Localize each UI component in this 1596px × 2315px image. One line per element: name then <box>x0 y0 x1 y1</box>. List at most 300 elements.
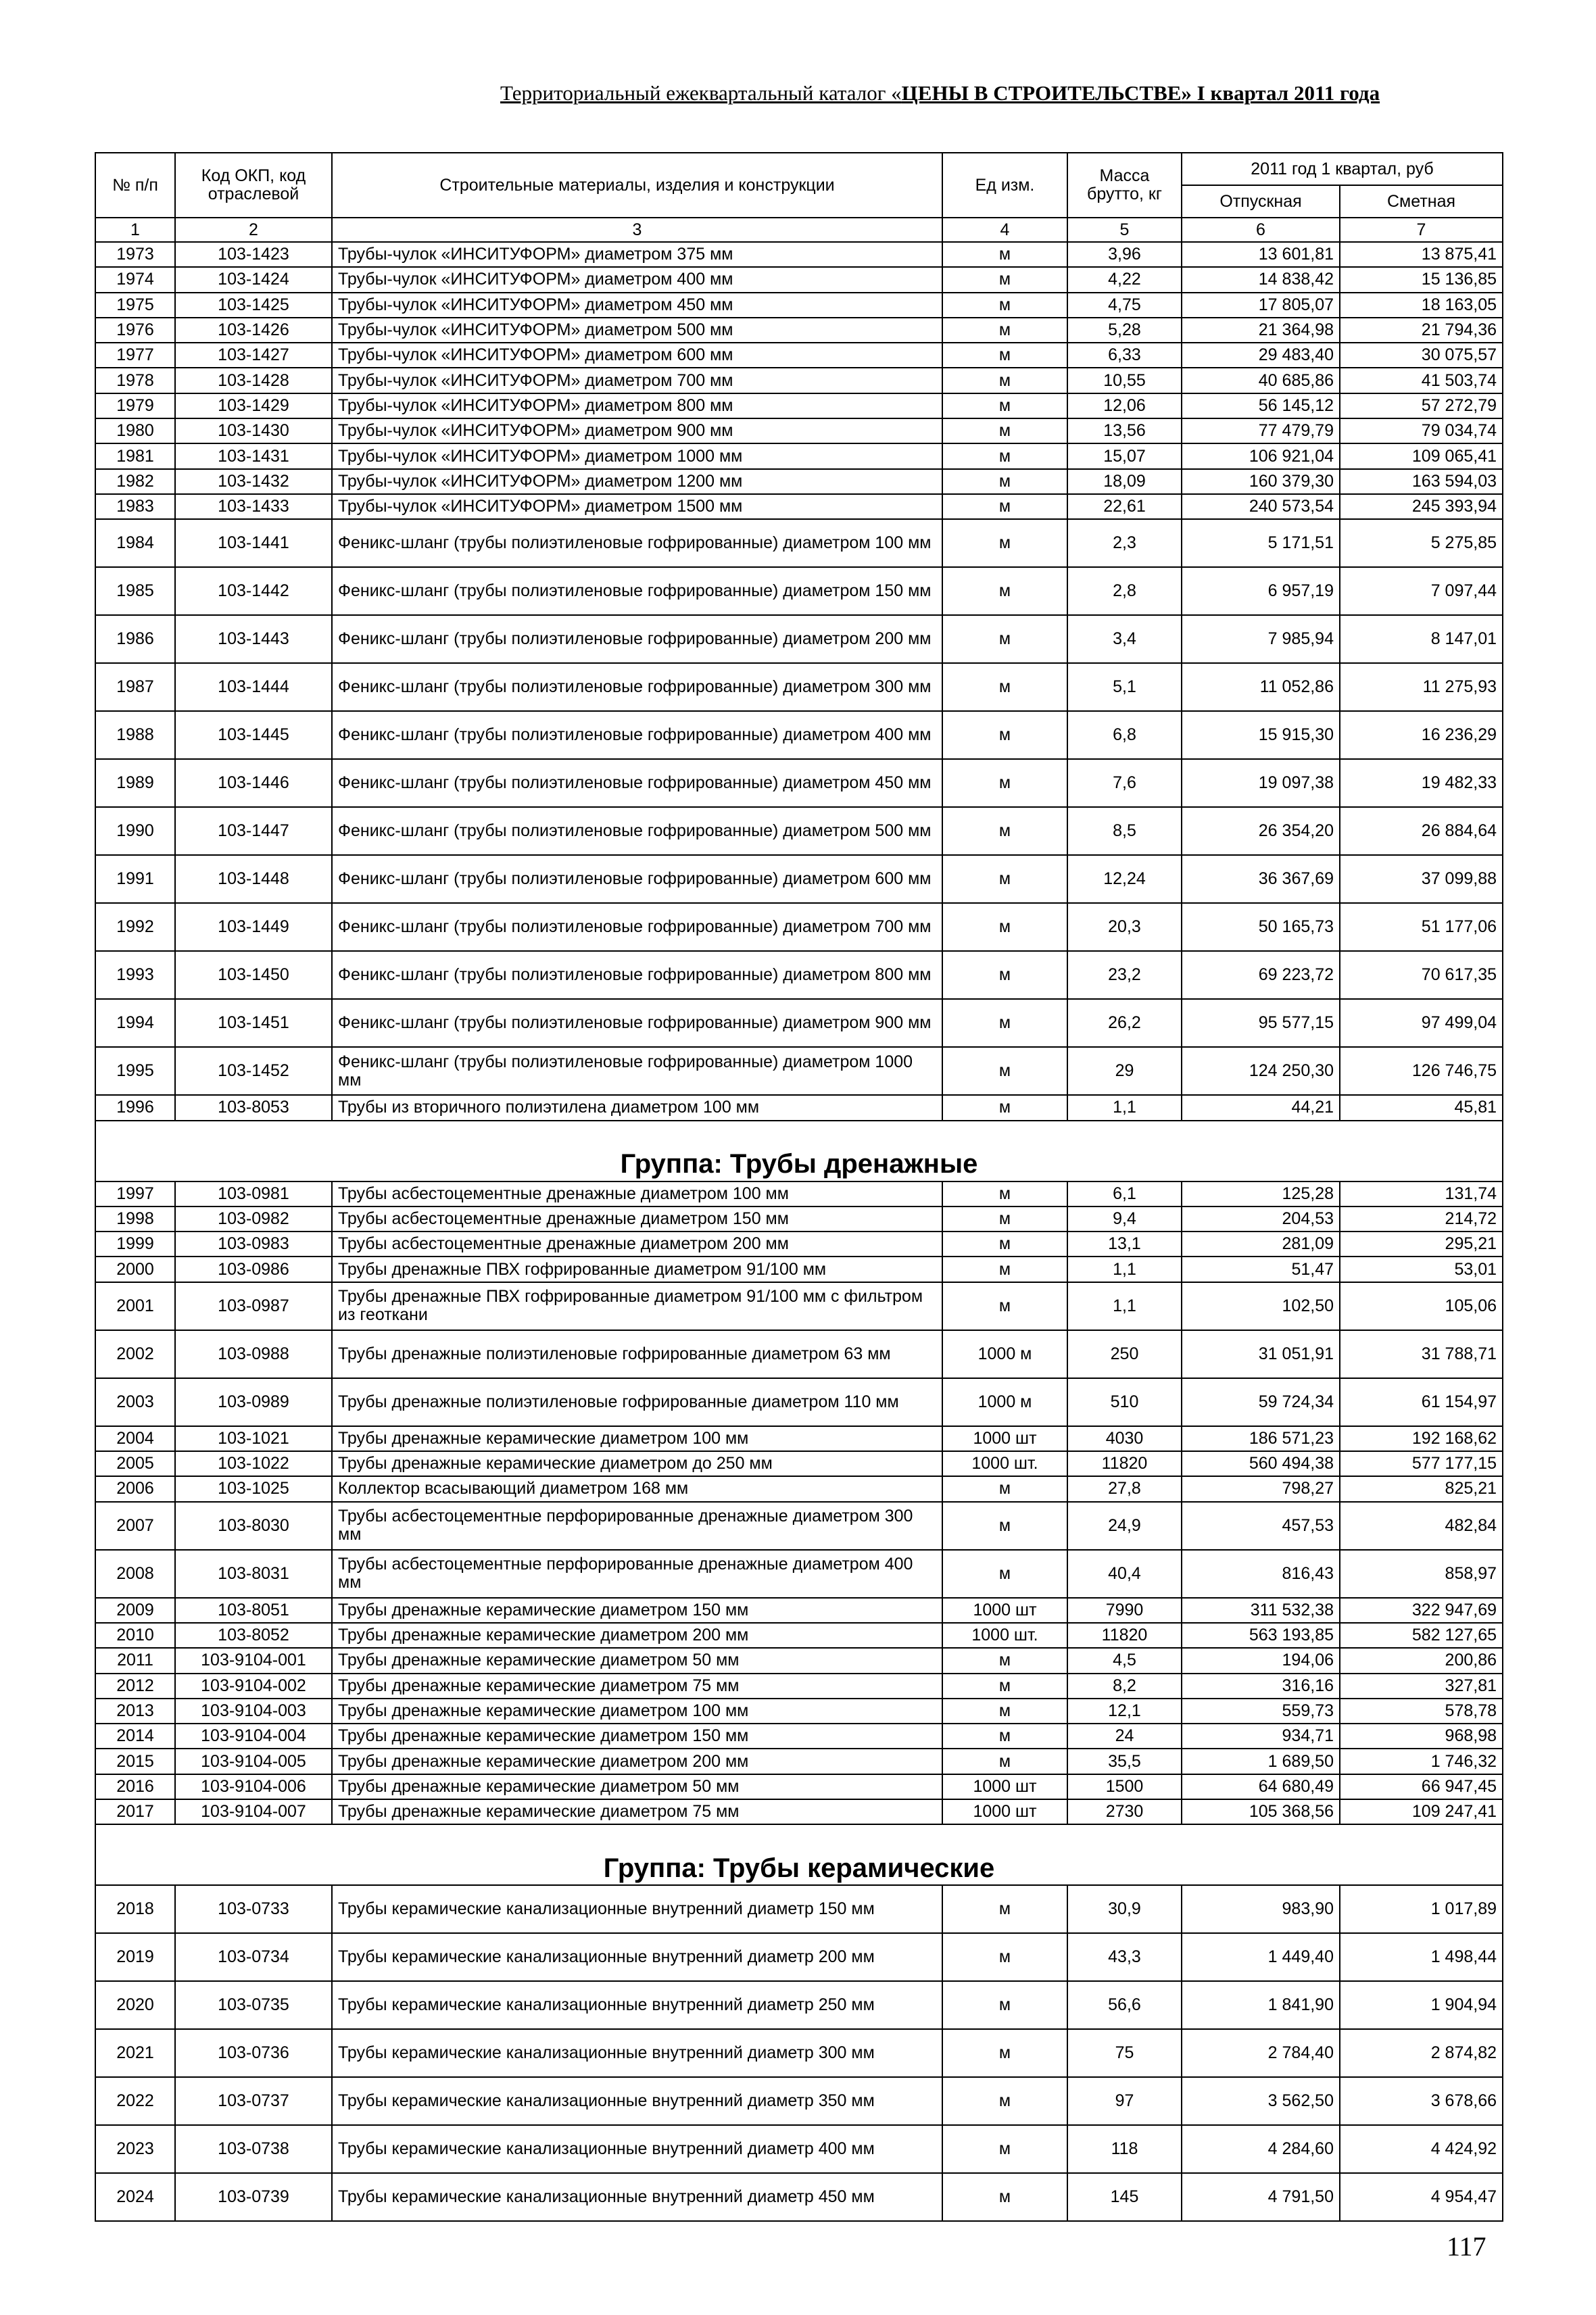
row-estimate-price: 30 075,57 <box>1340 343 1503 368</box>
row-description: Феникс-шланг (трубы полиэтиленовые гофрированные) диаметром 500 мм <box>332 807 942 855</box>
row-mass: 20,3 <box>1067 903 1182 951</box>
row-estimate-price: 5 275,85 <box>1340 519 1503 567</box>
row-number: 2002 <box>95 1330 175 1378</box>
col-index: 1 <box>95 218 175 242</box>
row-code: 103-1450 <box>175 951 332 999</box>
col-index: 4 <box>942 218 1067 242</box>
table-row <box>95 1550 1503 1598</box>
row-estimate-price: 192 168,62 <box>1340 1426 1503 1451</box>
row-description: Трубы керамические канализационные внутренний диаметр 400 мм <box>332 2125 942 2173</box>
row-unit: м <box>942 1674 1067 1699</box>
row-estimate-price: 327,81 <box>1340 1674 1503 1699</box>
row-mass: 1,1 <box>1067 1095 1182 1120</box>
row-description: Трубы дренажные керамические диаметром 50 мм <box>332 1774 942 1799</box>
row-release-price: 13 601,81 <box>1182 242 1340 267</box>
row-code: 103-0988 <box>175 1330 332 1378</box>
row-mass: 13,1 <box>1067 1232 1182 1257</box>
row-unit: м <box>942 318 1067 343</box>
table-row <box>95 318 1503 343</box>
row-code: 103-1445 <box>175 711 332 759</box>
row-estimate-price: 482,84 <box>1340 1502 1503 1550</box>
row-description: Феникс-шланг (трубы полиэтиленовые гофрированные) диаметром 150 мм <box>332 567 942 615</box>
row-release-price: 51,47 <box>1182 1257 1340 1282</box>
row-description: Феникс-шланг (трубы полиэтиленовые гофрированные) диаметром 700 мм <box>332 903 942 951</box>
row-mass: 6,33 <box>1067 343 1182 368</box>
table-row <box>95 2077 1503 2125</box>
row-estimate-price: 18 163,05 <box>1340 293 1503 318</box>
col-header-unit: Ед изм. <box>942 153 1067 218</box>
row-unit: м <box>942 2029 1067 2077</box>
row-code: 103-0982 <box>175 1207 332 1232</box>
row-code: 103-1426 <box>175 318 332 343</box>
row-release-price: 21 364,98 <box>1182 318 1340 343</box>
row-description: Трубы дренажные керамические диаметром 200 мм <box>332 1623 942 1648</box>
col-index: 3 <box>332 218 942 242</box>
table-row <box>95 443 1503 468</box>
row-mass: 2730 <box>1067 1799 1182 1824</box>
row-code: 103-1447 <box>175 807 332 855</box>
col-header-estimate: Сметная <box>1340 185 1503 218</box>
row-number: 1981 <box>95 443 175 468</box>
row-number: 2001 <box>95 1282 175 1330</box>
row-unit: м <box>942 855 1067 903</box>
row-description: Трубы дренажные керамические диаметром 100 мм <box>332 1699 942 1724</box>
table-row <box>95 1981 1503 2029</box>
table-row <box>95 951 1503 999</box>
row-mass: 2,8 <box>1067 567 1182 615</box>
row-number: 2023 <box>95 2125 175 2173</box>
row-description: Трубы керамические канализационные внутренний диаметр 350 мм <box>332 2077 942 2125</box>
row-number: 1998 <box>95 1207 175 1232</box>
table-row <box>95 1799 1503 1824</box>
row-release-price: 816,43 <box>1182 1550 1340 1598</box>
row-unit: м <box>942 1648 1067 1673</box>
row-code: 103-9104-005 <box>175 1749 332 1774</box>
table-row <box>95 1207 1503 1232</box>
row-mass: 35,5 <box>1067 1749 1182 1774</box>
header-suffix: » I квартал 2011 года <box>1181 81 1380 105</box>
row-unit: м <box>942 1282 1067 1330</box>
row-release-price: 64 680,49 <box>1182 1774 1340 1799</box>
row-description: Трубы асбестоцементные дренажные диаметром 100 мм <box>332 1181 942 1207</box>
row-mass: 29 <box>1067 1047 1182 1095</box>
row-release-price: 106 921,04 <box>1182 443 1340 468</box>
row-estimate-price: 131,74 <box>1340 1181 1503 1207</box>
row-unit: м <box>942 1981 1067 2029</box>
row-code: 103-0981 <box>175 1181 332 1207</box>
row-release-price: 17 805,07 <box>1182 293 1340 318</box>
row-number: 2021 <box>95 2029 175 2077</box>
table-row <box>95 2029 1503 2077</box>
table-row <box>95 1674 1503 1699</box>
row-release-price: 204,53 <box>1182 1207 1340 1232</box>
row-number: 1996 <box>95 1095 175 1120</box>
row-unit: м <box>942 1699 1067 1724</box>
row-description: Трубы-чулок «ИНСИТУФОРМ» диаметром 375 мм <box>332 242 942 267</box>
row-number: 2013 <box>95 1699 175 1724</box>
row-unit: м <box>942 242 1067 267</box>
row-code: 103-0737 <box>175 2077 332 2125</box>
table-row <box>95 519 1503 567</box>
row-number: 2000 <box>95 1257 175 1282</box>
row-number: 1975 <box>95 293 175 318</box>
row-code: 103-0986 <box>175 1257 332 1282</box>
row-number: 1995 <box>95 1047 175 1095</box>
row-estimate-price: 57 272,79 <box>1340 393 1503 418</box>
row-number: 1980 <box>95 418 175 443</box>
row-release-price: 125,28 <box>1182 1181 1340 1207</box>
row-unit: м <box>942 1476 1067 1501</box>
row-estimate-price: 858,97 <box>1340 1550 1503 1598</box>
row-number: 2015 <box>95 1749 175 1774</box>
table-row <box>95 1502 1503 1550</box>
row-release-price: 5 171,51 <box>1182 519 1340 567</box>
table-row <box>95 418 1503 443</box>
col-header-num: № п/п <box>95 153 175 218</box>
col-header-period: 2011 год 1 квартал, руб <box>1182 153 1503 185</box>
row-mass: 3,4 <box>1067 615 1182 663</box>
row-description: Трубы-чулок «ИНСИТУФОРМ» диаметром 1500 мм <box>332 494 942 519</box>
row-release-price: 59 724,34 <box>1182 1378 1340 1426</box>
row-release-price: 4 791,50 <box>1182 2173 1340 2221</box>
row-mass: 15,07 <box>1067 443 1182 468</box>
row-number: 2012 <box>95 1674 175 1699</box>
row-estimate-price: 53,01 <box>1340 1257 1503 1282</box>
row-description: Трубы дренажные керамические диаметром 150 мм <box>332 1724 942 1749</box>
table-row <box>95 1330 1503 1378</box>
row-mass: 75 <box>1067 2029 1182 2077</box>
row-estimate-price: 968,98 <box>1340 1724 1503 1749</box>
row-description: Трубы-чулок «ИНСИТУФОРМ» диаметром 400 мм <box>332 267 942 292</box>
table-row <box>95 2173 1503 2221</box>
row-number: 1992 <box>95 903 175 951</box>
row-unit: м <box>942 999 1067 1047</box>
row-estimate-price: 15 136,85 <box>1340 267 1503 292</box>
row-description: Трубы из вторичного полиэтилена диаметром 100 мм <box>332 1095 942 1120</box>
row-unit: 1000 м <box>942 1330 1067 1378</box>
row-release-price: 563 193,85 <box>1182 1623 1340 1648</box>
row-release-price: 124 250,30 <box>1182 1047 1340 1095</box>
row-code: 103-1431 <box>175 443 332 468</box>
row-estimate-price: 13 875,41 <box>1340 242 1503 267</box>
row-release-price: 160 379,30 <box>1182 469 1340 494</box>
table-row <box>95 393 1503 418</box>
row-code: 103-8053 <box>175 1095 332 1120</box>
row-code: 103-9104-006 <box>175 1774 332 1799</box>
row-unit: 1000 м <box>942 1378 1067 1426</box>
row-unit: м <box>942 807 1067 855</box>
col-header-mass: Масса брутто, кг <box>1067 153 1182 218</box>
row-number: 2009 <box>95 1598 175 1623</box>
table-row <box>95 1426 1503 1451</box>
row-description: Феникс-шланг (трубы полиэтиленовые гофрированные) диаметром 800 мм <box>332 951 942 999</box>
row-unit: м <box>942 1257 1067 1282</box>
row-unit: м <box>942 267 1067 292</box>
row-code: 103-1424 <box>175 267 332 292</box>
row-unit: 1000 шт <box>942 1799 1067 1824</box>
table-row <box>95 1724 1503 1749</box>
row-estimate-price: 582 127,65 <box>1340 1623 1503 1648</box>
row-unit: м <box>942 1232 1067 1257</box>
row-number: 1990 <box>95 807 175 855</box>
table-row <box>95 1181 1503 1207</box>
table-row <box>95 1378 1503 1426</box>
row-code: 103-1433 <box>175 494 332 519</box>
table-row <box>95 807 1503 855</box>
row-code: 103-9104-002 <box>175 1674 332 1699</box>
row-estimate-price: 578,78 <box>1340 1699 1503 1724</box>
col-header-code: Код ОКП, код отраслевой <box>175 153 332 218</box>
row-mass: 7,6 <box>1067 759 1182 807</box>
row-mass: 3,96 <box>1067 242 1182 267</box>
row-release-price: 40 685,86 <box>1182 368 1340 393</box>
row-description: Трубы дренажные ПВХ гофрированные диаметром 91/100 мм <box>332 1257 942 1282</box>
row-code: 103-1022 <box>175 1451 332 1476</box>
row-code: 103-1444 <box>175 663 332 711</box>
table-row <box>95 242 1503 267</box>
row-mass: 145 <box>1067 2173 1182 2221</box>
row-number: 1994 <box>95 999 175 1047</box>
row-release-price: 798,27 <box>1182 1476 1340 1501</box>
row-unit: м <box>942 2125 1067 2173</box>
row-code: 103-1432 <box>175 469 332 494</box>
row-release-price: 105 368,56 <box>1182 1799 1340 1824</box>
row-estimate-price: 37 099,88 <box>1340 855 1503 903</box>
row-mass: 23,2 <box>1067 951 1182 999</box>
row-mass: 22,61 <box>1067 494 1182 519</box>
row-description: Трубы дренажные керамические диаметром 100 мм <box>332 1426 942 1451</box>
row-code: 103-0735 <box>175 1981 332 2029</box>
row-mass: 10,55 <box>1067 368 1182 393</box>
row-unit: м <box>942 443 1067 468</box>
row-unit: 1000 шт. <box>942 1451 1067 1476</box>
row-number: 1984 <box>95 519 175 567</box>
row-description: Феникс-шланг (трубы полиэтиленовые гофрированные) диаметром 450 мм <box>332 759 942 807</box>
row-number: 1993 <box>95 951 175 999</box>
row-description: Трубы асбестоцементные перфорированные дренажные диаметром 400 мм <box>332 1550 942 1598</box>
row-unit: м <box>942 293 1067 318</box>
row-code: 103-0983 <box>175 1232 332 1257</box>
row-release-price: 1 449,40 <box>1182 1933 1340 1981</box>
row-estimate-price: 51 177,06 <box>1340 903 1503 951</box>
row-code: 103-1423 <box>175 242 332 267</box>
row-code: 103-1449 <box>175 903 332 951</box>
row-mass: 1500 <box>1067 1774 1182 1799</box>
row-description: Феникс-шланг (трубы полиэтиленовые гофрированные) диаметром 400 мм <box>332 711 942 759</box>
row-mass: 5,1 <box>1067 663 1182 711</box>
row-mass: 4,5 <box>1067 1648 1182 1673</box>
row-number: 2022 <box>95 2077 175 2125</box>
row-number: 1991 <box>95 855 175 903</box>
row-number: 1985 <box>95 567 175 615</box>
row-mass: 1,1 <box>1067 1282 1182 1330</box>
row-description: Трубы-чулок «ИНСИТУФОРМ» диаметром 700 мм <box>332 368 942 393</box>
row-unit: м <box>942 615 1067 663</box>
row-description: Трубы керамические канализационные внутренний диаметр 150 мм <box>332 1885 942 1933</box>
table-row <box>95 1451 1503 1476</box>
row-release-price: 1 689,50 <box>1182 1749 1340 1774</box>
row-number: 1978 <box>95 368 175 393</box>
row-estimate-price: 41 503,74 <box>1340 368 1503 393</box>
row-description: Феникс-шланг (трубы полиэтиленовые гофрированные) диаметром 100 мм <box>332 519 942 567</box>
row-mass: 6,1 <box>1067 1181 1182 1207</box>
row-unit: м <box>942 368 1067 393</box>
row-mass: 8,2 <box>1067 1674 1182 1699</box>
row-code: 103-0739 <box>175 2173 332 2221</box>
row-code: 103-1443 <box>175 615 332 663</box>
table-row <box>95 1095 1503 1120</box>
row-release-price: 31 051,91 <box>1182 1330 1340 1378</box>
row-number: 1983 <box>95 494 175 519</box>
row-release-price: 4 284,60 <box>1182 2125 1340 2173</box>
row-estimate-price: 577 177,15 <box>1340 1451 1503 1476</box>
row-description: Трубы дренажные керамические диаметром 75 мм <box>332 1674 942 1699</box>
row-description: Трубы дренажные керамические диаметром до 250 мм <box>332 1451 942 1476</box>
table-row <box>95 293 1503 318</box>
row-mass: 9,4 <box>1067 1207 1182 1232</box>
row-estimate-price: 26 884,64 <box>1340 807 1503 855</box>
row-unit: м <box>942 343 1067 368</box>
row-estimate-price: 66 947,45 <box>1340 1774 1503 1799</box>
row-number: 1973 <box>95 242 175 267</box>
row-description: Трубы-чулок «ИНСИТУФОРМ» диаметром 1000 мм <box>332 443 942 468</box>
row-release-price: 311 532,38 <box>1182 1598 1340 1623</box>
row-description: Трубы-чулок «ИНСИТУФОРМ» диаметром 1200 мм <box>332 469 942 494</box>
table-row <box>95 1282 1503 1330</box>
row-number: 1974 <box>95 267 175 292</box>
row-estimate-price: 1 498,44 <box>1340 1933 1503 1981</box>
row-description: Трубы керамические канализационные внутренний диаметр 300 мм <box>332 2029 942 2077</box>
row-estimate-price: 825,21 <box>1340 1476 1503 1501</box>
row-number: 2010 <box>95 1623 175 1648</box>
row-estimate-price: 19 482,33 <box>1340 759 1503 807</box>
row-mass: 4030 <box>1067 1426 1182 1451</box>
row-estimate-price: 21 794,36 <box>1340 318 1503 343</box>
row-estimate-price: 16 236,29 <box>1340 711 1503 759</box>
row-code: 103-1446 <box>175 759 332 807</box>
row-unit: м <box>942 567 1067 615</box>
row-unit: м <box>942 903 1067 951</box>
row-release-price: 560 494,38 <box>1182 1451 1340 1476</box>
col-index: 6 <box>1182 218 1340 242</box>
row-release-price: 36 367,69 <box>1182 855 1340 903</box>
row-code: 103-0733 <box>175 1885 332 1933</box>
table-row <box>95 663 1503 711</box>
table-row <box>95 1257 1503 1282</box>
row-mass: 26,2 <box>1067 999 1182 1047</box>
table-row <box>95 494 1503 519</box>
row-mass: 27,8 <box>1067 1476 1182 1501</box>
row-unit: 1000 шт <box>942 1598 1067 1623</box>
row-unit: м <box>942 469 1067 494</box>
table-row <box>95 1648 1503 1673</box>
row-estimate-price: 295,21 <box>1340 1232 1503 1257</box>
row-description: Трубы дренажные керамические диаметром 150 мм <box>332 1598 942 1623</box>
catalog-header <box>500 81 1480 105</box>
row-mass: 4,75 <box>1067 293 1182 318</box>
row-release-price: 983,90 <box>1182 1885 1340 1933</box>
table-row <box>95 759 1503 807</box>
row-description: Трубы дренажные керамические диаметром 50 мм <box>332 1648 942 1673</box>
table-row <box>95 1699 1503 1724</box>
row-description: Трубы асбестоцементные дренажные диаметром 150 мм <box>332 1207 942 1232</box>
table-row <box>95 711 1503 759</box>
row-code: 103-8051 <box>175 1598 332 1623</box>
row-unit: м <box>942 1047 1067 1095</box>
row-estimate-price: 1 746,32 <box>1340 1749 1503 1774</box>
row-release-price: 240 573,54 <box>1182 494 1340 519</box>
row-mass: 7990 <box>1067 1598 1182 1623</box>
table-row <box>95 999 1503 1047</box>
row-unit: м <box>942 1095 1067 1120</box>
row-unit: 1000 шт <box>942 1426 1067 1451</box>
row-code: 103-1428 <box>175 368 332 393</box>
row-number: 2004 <box>95 1426 175 1451</box>
row-release-price: 316,16 <box>1182 1674 1340 1699</box>
row-code: 103-8031 <box>175 1550 332 1598</box>
table-row <box>95 567 1503 615</box>
row-mass: 11820 <box>1067 1451 1182 1476</box>
row-estimate-price: 7 097,44 <box>1340 567 1503 615</box>
row-number: 1979 <box>95 393 175 418</box>
row-unit: м <box>942 1724 1067 1749</box>
row-estimate-price: 4 424,92 <box>1340 2125 1503 2173</box>
row-estimate-price: 200,86 <box>1340 1648 1503 1673</box>
row-unit: м <box>942 494 1067 519</box>
row-code: 103-1429 <box>175 393 332 418</box>
table-row <box>95 267 1503 292</box>
row-release-price: 281,09 <box>1182 1232 1340 1257</box>
col-header-release: Отпускная <box>1182 185 1340 218</box>
row-number: 1986 <box>95 615 175 663</box>
row-estimate-price: 2 874,82 <box>1340 2029 1503 2077</box>
row-estimate-price: 126 746,75 <box>1340 1047 1503 1095</box>
row-mass: 5,28 <box>1067 318 1182 343</box>
row-unit: м <box>942 1502 1067 1550</box>
col-index: 5 <box>1067 218 1182 242</box>
row-release-price: 102,50 <box>1182 1282 1340 1330</box>
row-number: 2016 <box>95 1774 175 1799</box>
page-number: 117 <box>1447 2231 1486 2262</box>
row-number: 2005 <box>95 1451 175 1476</box>
row-unit: м <box>942 2077 1067 2125</box>
row-release-price: 15 915,30 <box>1182 711 1340 759</box>
row-code: 103-1021 <box>175 1426 332 1451</box>
row-description: Трубы-чулок «ИНСИТУФОРМ» диаметром 450 мм <box>332 293 942 318</box>
table-body <box>95 242 1503 2221</box>
table-row <box>95 1774 1503 1799</box>
row-release-price: 457,53 <box>1182 1502 1340 1550</box>
row-unit: м <box>942 1933 1067 1981</box>
row-description: Трубы дренажные керамические диаметром 200 мм <box>332 1749 942 1774</box>
row-estimate-price: 70 617,35 <box>1340 951 1503 999</box>
row-description: Коллектор всасывающий диаметром 168 мм <box>332 1476 942 1501</box>
col-index: 2 <box>175 218 332 242</box>
row-unit: м <box>942 951 1067 999</box>
table-row <box>95 1476 1503 1501</box>
row-unit: м <box>942 759 1067 807</box>
row-estimate-price: 79 034,74 <box>1340 418 1503 443</box>
row-estimate-price: 109 065,41 <box>1340 443 1503 468</box>
col-header-desc: Строительные материалы, изделия и конструкции <box>332 153 942 218</box>
row-number: 2011 <box>95 1648 175 1673</box>
row-unit: м <box>942 711 1067 759</box>
row-description: Феникс-шланг (трубы полиэтиленовые гофрированные) диаметром 300 мм <box>332 663 942 711</box>
row-description: Трубы-чулок «ИНСИТУФОРМ» диаметром 800 мм <box>332 393 942 418</box>
table-row <box>95 903 1503 951</box>
row-description: Трубы асбестоцементные дренажные диаметром 200 мм <box>332 1232 942 1257</box>
row-code: 103-9104-003 <box>175 1699 332 1724</box>
